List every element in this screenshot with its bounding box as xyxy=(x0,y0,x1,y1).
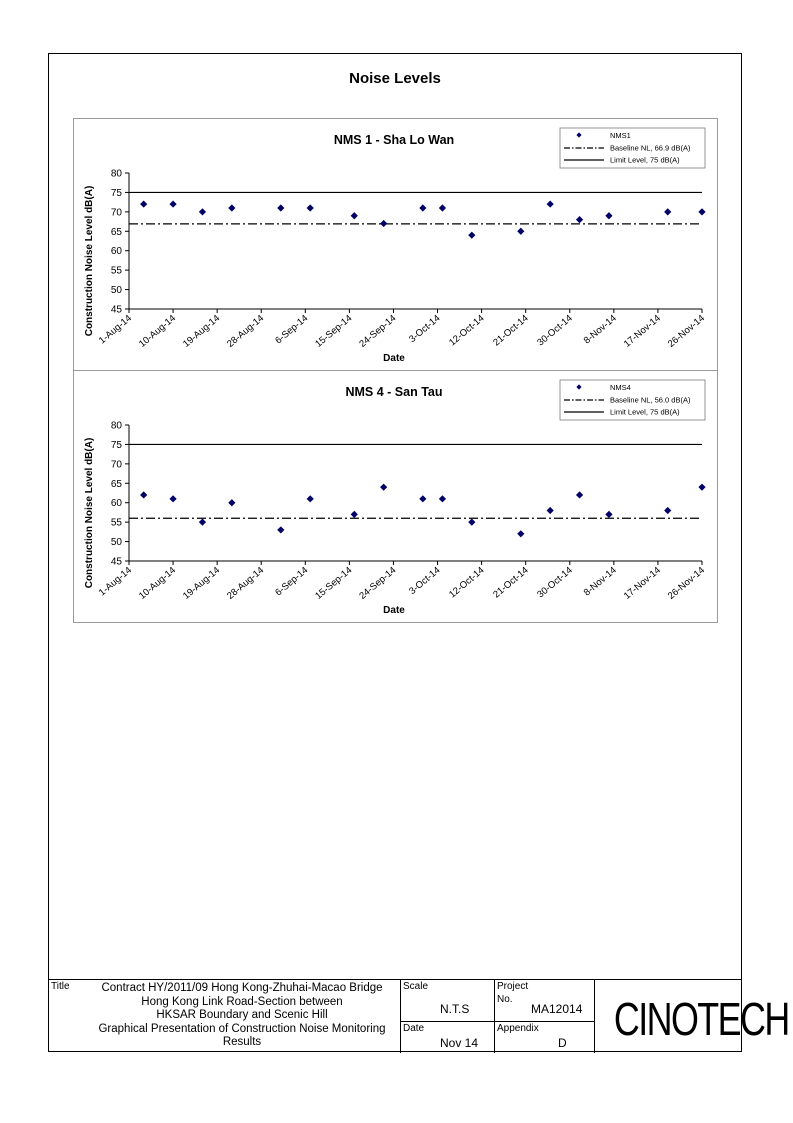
chart2-data-point xyxy=(547,507,554,514)
chart2-data-point xyxy=(698,484,705,491)
chart1-x-tick-label: 28-Aug-14 xyxy=(225,312,267,350)
chart2-x-tick-label: 8-Nov-14 xyxy=(581,564,619,599)
chart1-y-tick-label: 60 xyxy=(110,246,122,258)
page-title: Noise Levels xyxy=(349,70,441,87)
drawing-title xyxy=(82,982,402,1050)
chart2-data-point xyxy=(380,484,387,491)
chart2-y-tick-label: 70 xyxy=(110,459,122,471)
chart1-x-axis-label: Date xyxy=(383,353,405,364)
chart1-x-tick-label: 3-Oct-14 xyxy=(407,312,443,346)
chart1-y-tick-label: 50 xyxy=(110,285,122,297)
chart2-data-point xyxy=(277,526,284,533)
chart1-data-point xyxy=(380,220,387,227)
chart1-data-point xyxy=(547,200,554,207)
chart1-x-tick-label: 8-Nov-14 xyxy=(581,312,619,347)
scale-value: N.T.S xyxy=(440,1002,470,1016)
project-no-label: No. xyxy=(497,994,513,1005)
chart1-legend xyxy=(560,128,705,168)
chart2-x-tick-label: 15-Sep-14 xyxy=(313,564,355,602)
chart2-x-tick-label: 1-Aug-14 xyxy=(96,564,134,599)
chart2-legend-label: Limit Level, 75 dB(A) xyxy=(610,407,680,417)
chart-nms1 xyxy=(73,118,718,371)
chart2-legend xyxy=(560,380,705,420)
chart2-data-point xyxy=(468,519,475,526)
chart2-data-point xyxy=(419,495,426,502)
chart2-x-tick-label: 24-Sep-14 xyxy=(357,564,399,602)
chart1-data-point xyxy=(199,208,206,215)
chart2-data-point xyxy=(439,495,446,502)
title-line: Graphical Presentation of Construction Noise Monitoring xyxy=(98,1022,386,1035)
chart1-y-tick-label: 55 xyxy=(110,265,122,277)
chart2-data-point xyxy=(228,499,235,506)
chart1-data-point xyxy=(307,204,314,211)
chart2-x-tick-label: 6-Sep-14 xyxy=(273,564,311,599)
title-block xyxy=(48,979,789,1053)
title-line: Results xyxy=(222,1036,262,1048)
chart2-data-point xyxy=(605,511,612,518)
chart1-y-tick-label: 45 xyxy=(110,304,122,316)
chart1-x-tick-label: 19-Aug-14 xyxy=(181,312,223,350)
chart2-y-tick-label: 75 xyxy=(110,439,122,451)
chart1-data-point xyxy=(169,200,176,207)
chart1-x-tick-label: 10-Aug-14 xyxy=(136,312,179,350)
chart1-x-tick-label: 30-Oct-14 xyxy=(535,312,575,349)
chart2-data-point xyxy=(140,491,147,498)
chart2-data-point xyxy=(664,507,671,514)
chart2-x-tick-label: 12-Oct-14 xyxy=(447,564,487,601)
chart1-x-tick-label: 26-Nov-14 xyxy=(665,312,707,350)
chart1-data-point xyxy=(517,228,524,235)
chart1-x-tick-label: 1-Aug-14 xyxy=(96,312,134,347)
date-label: Date xyxy=(403,1023,425,1034)
chart1-x-tick-label: 15-Sep-14 xyxy=(313,312,355,350)
chart1-x-tick-label: 21-Oct-14 xyxy=(491,312,531,349)
chart2-y-tick-label: 55 xyxy=(110,517,122,529)
chart1-y-tick-label: 70 xyxy=(110,207,122,219)
company-logo: CINOTECH xyxy=(613,993,789,1045)
chart2-y-tick-label: 65 xyxy=(110,478,122,490)
chart2-legend-label: Baseline NL, 56.0 dB(A) xyxy=(610,395,691,405)
chart2-y-tick-label: 45 xyxy=(110,556,122,568)
chart2-x-tick-label: 17-Nov-14 xyxy=(621,564,663,602)
date-value: Nov 14 xyxy=(440,1036,479,1050)
chart1-data-point xyxy=(419,204,426,211)
chart1-x-tick-label: 12-Oct-14 xyxy=(447,312,487,349)
chart2-data-point xyxy=(169,495,176,502)
chart2-x-axis-label: Date xyxy=(383,605,405,616)
chart1-data-point xyxy=(664,208,671,215)
chart-nms4 xyxy=(73,370,718,623)
chart2-x-tick-label: 28-Aug-14 xyxy=(225,564,267,602)
chart-nms4-svg xyxy=(74,371,719,624)
chart1-y-tick-label: 75 xyxy=(110,187,122,199)
title-line: Hong Kong Link Road-Section between xyxy=(141,995,343,1008)
chart2-y-tick-label: 80 xyxy=(110,420,122,432)
chart1-y-tick-label: 80 xyxy=(110,168,122,180)
chart2-data-point xyxy=(576,491,583,498)
chart2-x-tick-label: 3-Oct-14 xyxy=(407,564,443,598)
chart1-data-point xyxy=(277,204,284,211)
chart1-x-tick-label: 17-Nov-14 xyxy=(621,312,663,350)
chart2-data-point xyxy=(517,530,524,537)
appendix-value: D xyxy=(558,1036,567,1050)
title-line: HKSAR Boundary and Scenic Hill xyxy=(156,1009,328,1021)
chart1-legend-label: NMS1 xyxy=(610,131,631,140)
project-label: Project xyxy=(497,981,529,992)
chart2-title: NMS 4 - San Tau xyxy=(345,385,443,399)
chart2-y-tick-label: 60 xyxy=(110,498,122,510)
chart2-x-tick-label: 19-Aug-14 xyxy=(181,564,223,602)
chart1-data-point xyxy=(576,216,583,223)
chart2-x-tick-label: 26-Nov-14 xyxy=(665,564,707,602)
chart1-y-tick-label: 65 xyxy=(110,226,122,238)
chart2-x-tick-label: 10-Aug-14 xyxy=(136,564,179,602)
chart2-data-point xyxy=(307,495,314,502)
chart1-legend-label: Baseline NL, 66.9 dB(A) xyxy=(610,143,691,153)
scale-label: Scale xyxy=(403,981,429,992)
chart1-x-tick-label: 6-Sep-14 xyxy=(273,312,311,347)
chart2-y-axis-label: Construction Noise Level dB(A) xyxy=(84,437,95,589)
chart1-title: NMS 1 - Sha Lo Wan xyxy=(333,133,455,147)
chart1-y-axis-label: Construction Noise Level dB(A) xyxy=(84,185,95,337)
chart1-data-point xyxy=(468,232,475,239)
chart2-legend-label: NMS4 xyxy=(610,383,631,392)
chart1-x-tick-label: 24-Sep-14 xyxy=(357,312,399,350)
chart1-data-point xyxy=(698,208,705,215)
chart1-data-point xyxy=(351,212,358,219)
title-label: Title xyxy=(51,981,70,992)
chart1-data-point xyxy=(140,200,147,207)
chart1-data-point xyxy=(439,204,446,211)
chart2-y-tick-label: 50 xyxy=(110,537,122,549)
chart2-x-tick-label: 21-Oct-14 xyxy=(491,564,531,601)
title-line: Contract HY/2011/09 Hong Kong-Zhuhai-Macao Bridge xyxy=(101,982,383,994)
chart2-data-point xyxy=(199,519,206,526)
chart1-data-point xyxy=(228,204,235,211)
project-value: MA12014 xyxy=(531,1002,583,1016)
chart2-data-point xyxy=(351,511,358,518)
appendix-label: Appendix xyxy=(497,1023,539,1034)
chart-nms1-svg xyxy=(74,119,719,372)
chart2-x-tick-label: 30-Oct-14 xyxy=(535,564,575,601)
chart1-legend-label: Limit Level, 75 dB(A) xyxy=(610,155,680,165)
chart1-data-point xyxy=(605,212,612,219)
